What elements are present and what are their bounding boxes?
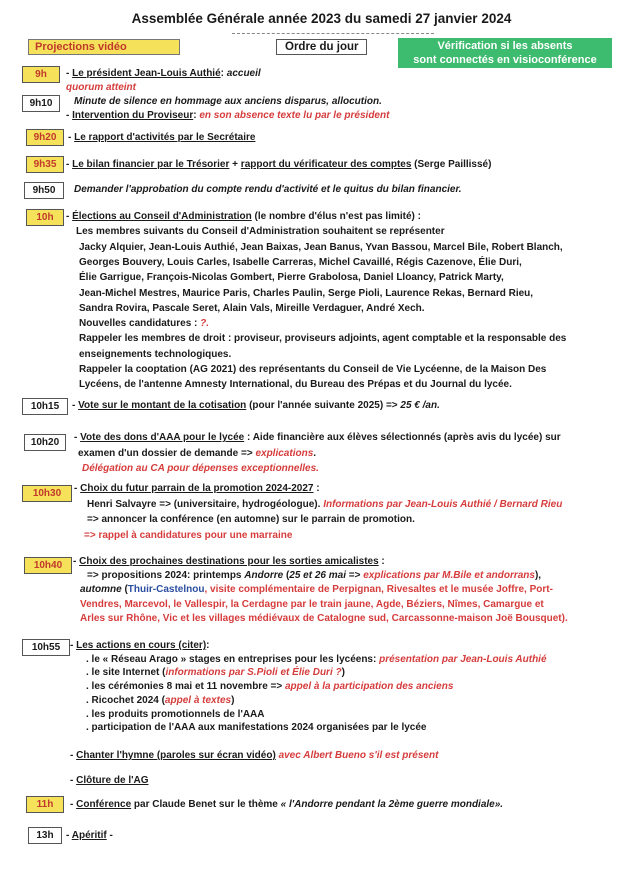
text-segment: - <box>74 432 81 443</box>
text-segment: ), <box>534 570 542 582</box>
agenda-line <box>86 666 345 679</box>
time-slot: 9h <box>22 66 60 83</box>
text-segment: « l'Andorre pendant la 2ème guerre mondiale». <box>280 799 504 810</box>
agenda-line <box>79 332 566 345</box>
text-segment: explications par M.Bile et andorrans <box>363 570 535 582</box>
time-slot: 10h <box>26 209 64 226</box>
text-segment: (Serge Paillissé) <box>411 159 492 170</box>
text-segment: Chanter l'hymne (paroles sur écran vidéo) <box>76 750 276 761</box>
time-slot: 10h15 <box>22 398 68 415</box>
agenda-line <box>74 183 462 196</box>
agenda-line <box>79 302 425 315</box>
text-segment: . Ricochet 2024 ( <box>86 694 165 706</box>
text-segment: : <box>206 640 210 651</box>
text-segment: - <box>66 68 73 79</box>
text-segment: quorum atteint <box>66 81 136 93</box>
text-segment: - <box>70 750 77 761</box>
text-segment: Informations par Jean-Louis Authié / Bernard Rieu <box>323 498 563 510</box>
text-segment: Choix des prochaines destinations pour les sorties amicalistes <box>79 556 379 567</box>
text-segment: : <box>378 556 385 567</box>
agenda-line <box>78 447 316 460</box>
text-segment: - <box>66 159 73 170</box>
text-segment: => rappel à candidatures pour une marraine <box>84 529 293 541</box>
agenda-line <box>70 798 503 811</box>
text-segment: Délégation au CA pour dépenses exceptionnelles. <box>82 463 319 475</box>
text-segment: - <box>66 211 73 222</box>
time-slot: 9h20 <box>26 129 64 146</box>
time-slot: 10h20 <box>24 434 66 451</box>
agenda-line <box>66 109 389 122</box>
text-segment: Le président Jean-Louis Authié <box>72 68 221 79</box>
text-segment: ( <box>121 584 128 596</box>
time-slot: 10h55 <box>22 639 70 656</box>
page-title: Assemblée Générale année 2023 du samedi 27 janvier 2024 <box>131 11 512 26</box>
text-segment: Nouvelles candidatures : <box>79 318 201 330</box>
verification-line-2: sont connectés en visioconférence <box>413 54 597 66</box>
text-segment: (pour l'année suivante 2025) => <box>246 400 401 411</box>
time-slot: 10h30 <box>22 485 72 502</box>
text-segment: - <box>72 400 79 411</box>
time-slot: 11h <box>26 796 64 813</box>
text-segment: par Claude Benet sur le thème <box>131 799 281 810</box>
text-segment: - <box>70 775 77 786</box>
text-segment: , visite complémentaire de Perpignan, Rivesaltes et le musée Joffre, Port- <box>204 584 553 596</box>
text-segment: accueil <box>226 68 261 79</box>
text-segment: => propositions 2024: printemps <box>87 570 245 582</box>
agenda-line <box>82 462 319 475</box>
text-segment: Jacky Alquier, Jean-Louis Authié, Jean Baixas, Jean Banus, Yvan Bassou, Marcel Bile, Robert Blanch, <box>79 241 563 253</box>
text-segment: + <box>229 159 241 170</box>
agenda-line <box>70 774 149 787</box>
agenda-line <box>86 721 426 734</box>
text-segment: . le « Réseau Arago » stages en entreprises pour les lycéens: <box>86 653 380 665</box>
agenda-line <box>79 241 563 254</box>
text-segment: ) <box>231 694 235 706</box>
text-segment: appel à la participation des anciens <box>285 681 454 693</box>
text-segment: : <box>313 483 320 494</box>
text-segment: Thuir-Castelnou <box>127 584 205 596</box>
text-segment: (le nombre d'élus n'est pas limité) : <box>251 211 421 222</box>
agenda-line <box>86 680 453 693</box>
agenda-line <box>66 210 421 223</box>
text-segment: Vote des dons d'AAA pour le lycée <box>80 432 245 443</box>
text-segment: appel à textes <box>164 694 232 706</box>
text-segment: explications <box>255 447 314 459</box>
agenda-line <box>74 431 561 444</box>
agenda-line <box>79 256 522 269</box>
text-segment: ) <box>341 667 345 679</box>
text-segment: examen d'un dossier de demande => <box>78 447 256 459</box>
text-segment: : <box>220 68 227 79</box>
verification-line-1: Vérification si les absents <box>437 40 573 52</box>
divider <box>232 33 434 34</box>
text-segment: - <box>106 830 113 841</box>
agenda-line <box>86 708 265 721</box>
text-segment: enseignements technologiques. <box>79 348 232 360</box>
text-segment: automne <box>80 584 122 596</box>
agenda-heading: Ordre du jour <box>276 39 367 55</box>
agenda-line <box>74 95 382 108</box>
text-segment: 25 € /an. <box>400 400 440 411</box>
text-segment: Vendres, Marcevol, le Vallespir, la Cerdagne par le train jaune, Agde, Béziers, Nîmes, Camargue et <box>80 598 544 610</box>
text-segment: Andorre <box>244 570 284 582</box>
text-segment: - <box>70 640 77 651</box>
agenda-line <box>80 583 553 596</box>
text-segment: ?. <box>200 318 210 330</box>
text-segment: Le rapport d'activités par le Secrétaire <box>74 132 256 143</box>
text-segment: informations par S.Pioli et Élie Duri ? <box>165 667 342 679</box>
time-slot: 9h35 <box>26 156 64 173</box>
text-segment: Arles sur Rhône, Vic et les villages médiévaux de Catalogne sud, Carcassonne-maison Joë Bousquet). <box>80 612 568 624</box>
text-segment: Apéritif <box>71 830 107 841</box>
time-slot: 10h40 <box>24 557 72 574</box>
text-segment: . les produits promotionnels de l'AAA <box>86 708 265 720</box>
text-segment: avec Albert Bueno s'il est présent <box>278 750 439 761</box>
time-slot: 9h10 <box>22 95 60 112</box>
text-segment: . les cérémonies 8 mai et 11 novembre => <box>86 681 285 693</box>
text-segment: ( <box>283 570 290 582</box>
agenda-line <box>86 694 234 707</box>
text-segment: présentation par Jean-Louis Authié <box>379 653 547 665</box>
agenda-line <box>79 363 546 376</box>
text-segment: Les actions en cours (citer) <box>76 640 207 651</box>
text-segment: 25 et 26 mai <box>289 570 346 582</box>
text-segment: . <box>313 447 317 459</box>
projections-label: Projections vidéo <box>28 39 180 55</box>
agenda-line <box>79 348 231 361</box>
time-slot: 9h50 <box>24 182 64 199</box>
text-segment: Lycéens, de l'antenne Amnesty International, du Bureau des Prépas et du Journal du lycée. <box>79 379 512 391</box>
agenda-line <box>74 482 320 495</box>
text-segment: - <box>74 483 81 494</box>
agenda-line <box>73 555 385 568</box>
text-segment: Minute de silence en hommage aux anciens disparus, allocution. <box>74 96 382 107</box>
text-segment: : <box>193 110 200 121</box>
text-segment: - <box>73 556 80 567</box>
text-segment: Élie Garrigue, François-Nicolas Gombert, Pierre Grabolosa, Daniel Lloancy, Patrick Marty, <box>79 272 504 284</box>
text-segment: : Aide financière aux élèves sélectionnés (après avis du lycée) sur <box>244 432 561 443</box>
agenda-line <box>66 67 261 80</box>
text-segment: => <box>346 570 364 582</box>
verification-note <box>398 38 612 68</box>
time-slot: 13h <box>28 827 62 844</box>
agenda-line <box>80 598 544 611</box>
text-segment: Sandra Rovira, Pascale Seret, Alain Vals, Mireille Verdaguer, André Xech. <box>79 302 425 314</box>
text-segment: - <box>66 110 73 121</box>
text-segment: . participation de l'AAA aux manifestations 2024 organisées par le lycée <box>86 722 427 734</box>
text-segment: Jean-Michel Mestres, Maurice Paris, Charles Paulin, Serge Pioli, Laurence Rekas, Bernard Rieu, <box>79 287 534 299</box>
agenda-line <box>87 569 541 582</box>
text-segment: - <box>68 132 75 143</box>
agenda-line <box>84 529 292 542</box>
text-segment: Les membres suivants du Conseil d'Administration souhaitent se représenter <box>76 226 445 238</box>
text-segment: Clôture de l'AG <box>76 775 149 786</box>
agenda-line <box>86 653 547 666</box>
text-segment: - <box>66 830 72 841</box>
agenda-line <box>66 81 136 94</box>
agenda-line <box>70 639 210 652</box>
text-segment: . le site Internet ( <box>86 667 166 679</box>
text-segment: Le bilan financier par le Trésorier <box>72 159 230 170</box>
agenda-line <box>79 378 512 391</box>
agenda-line <box>72 399 440 412</box>
text-segment: => annoncer la conférence (en automne) sur le parrain de promotion. <box>87 514 415 525</box>
text-segment: Rappeler les membres de droit : proviseur, proviseurs adjoints, agent comptable et la responsable des <box>79 333 567 345</box>
text-segment: Conférence <box>76 799 132 810</box>
text-segment: Rappeler la cooptation (AG 2021) des représentants du Conseil de Vie Lycéenne, de la Maison Des <box>79 364 547 375</box>
text-segment: Demander l'approbation du compte rendu d'activité et le quitus du bilan financier. <box>74 184 462 195</box>
agenda-line <box>79 317 209 330</box>
text-segment: Intervention du Proviseur <box>72 110 194 121</box>
text-segment: Henri Salvayre => (universitaire, hydrogéologue). <box>87 498 324 510</box>
agenda-line <box>87 513 415 526</box>
agenda-line <box>79 271 504 284</box>
text-segment: Georges Bouvery, Louis Carles, Isabelle Carreras, Michel Cavaillé, Régis Cazenove, Élie Duri, <box>79 256 522 268</box>
text-segment: rapport du vérificateur des comptes <box>240 159 412 170</box>
text-segment: Élections au Conseil d'Administration <box>72 211 252 222</box>
agenda-line <box>87 498 562 511</box>
agenda-line <box>66 158 491 171</box>
agenda-line <box>79 287 533 300</box>
text-segment: en son absence texte lu par le président <box>199 110 390 121</box>
agenda-line <box>70 749 438 762</box>
agenda-line <box>76 225 445 238</box>
agenda-line <box>80 612 568 625</box>
agenda-line <box>66 829 113 842</box>
text-segment: Vote sur le montant de la cotisation <box>78 400 247 411</box>
text-segment: - <box>70 799 77 810</box>
text-segment: Choix du futur parrain de la promotion 2024-2027 <box>80 483 314 494</box>
agenda-line <box>68 131 255 144</box>
